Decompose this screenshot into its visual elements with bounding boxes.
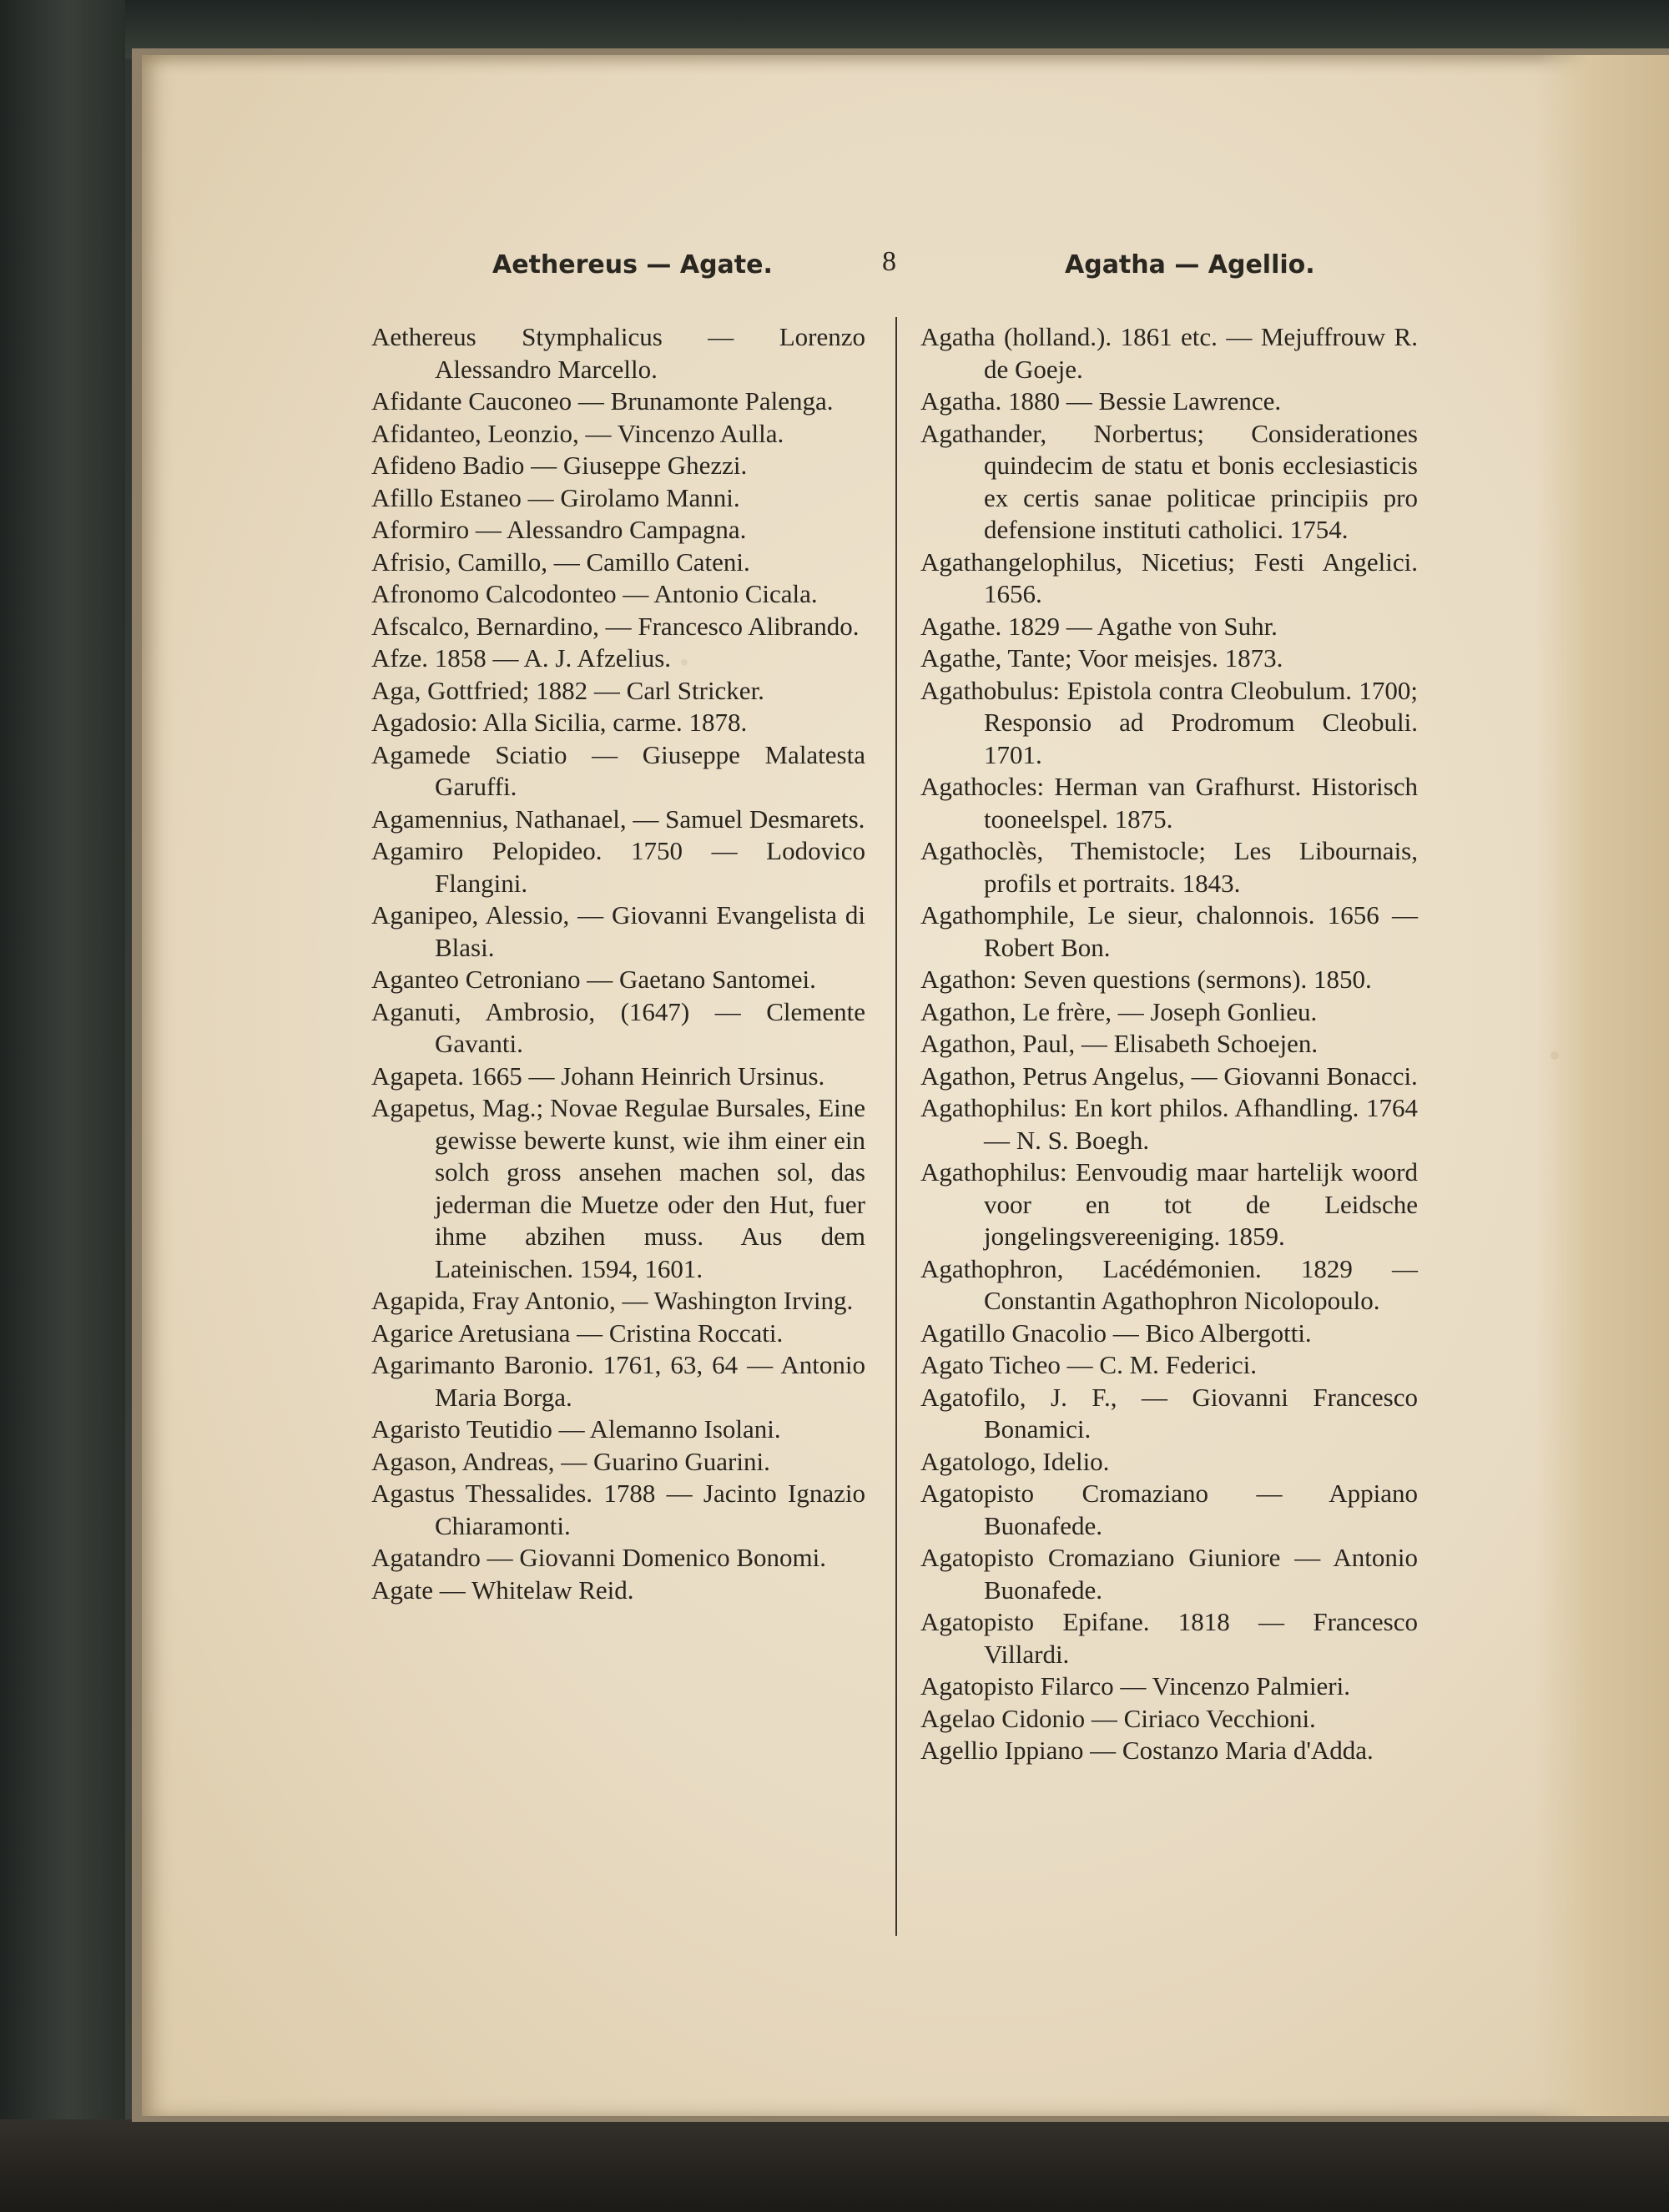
pseudonym-entry: Agathander, Norbertus; Considerationes quindecim de statu et bonis ecclesiasticis ex certis sanae politicae principiis pro defensione instituti catholici. 1754. [920,418,1418,544]
pseudonym-entry: Aganteo Cetroniano — Gaetano Santomei. [371,965,816,994]
pseudonym-entry: Aganuti, Ambrosio, (1647) — Clemente Gavanti. [371,996,865,1058]
pseudonym-entry: Agathon: Seven questions (sermons). 1850. [920,965,1372,994]
pseudonym-entry: Agatha. 1880 — Bessie Lawrence. [920,386,1282,416]
pseudonym-entry: Agatandro — Giovanni Domenico Bonomi. [371,1543,826,1572]
pseudonym-entry: Afidante Cauconeo — Brunamonte Palenga. [371,386,834,416]
left-column [371,321,865,1606]
paper-speck [1551,1051,1559,1060]
pseudonym-entry: Agatillo Gnacolio — Bico Albergotti. [920,1318,1312,1348]
book-cover-spine [0,0,125,2212]
pseudonym-entry: Agathophilus: En kort philos. Afhandling. 1764 — N. S. Boegh. [920,1093,1418,1155]
pseudonym-entry: Agathophron, Lacédémonien. 1829 — Constantin Agathophron Nicolopoulo. [920,1253,1418,1315]
pseudonym-entry: Agatopisto Cromaziano — Appiano Buonafede. [920,1479,1418,1540]
pseudonym-entry: Agellio Ippiano — Costanzo Maria d'Adda. [920,1736,1374,1765]
pseudonym-entry: Agastus Thessalides. 1788 — Jacinto Ignazio Chiaramonti. [371,1479,865,1540]
pseudonym-entry: Afscalco, Bernardino, — Francesco Alibrando. [371,611,860,641]
pseudonym-entry: Afrisio, Camillo, — Camillo Cateni. [371,547,750,577]
pseudonym-entry: Agatopisto Cromaziano Giuniore — Antonio Buonafede. [920,1543,1418,1605]
pseudonym-entry: Agathon, Petrus Angelus, — Giovanni Bonacci. [920,1061,1418,1091]
pseudonym-entry: Afillo Estaneo — Girolamo Manni. [371,482,740,512]
pseudonym-entry: Aganipeo, Alessio, — Giovanni Evangelista di Blasi. [371,900,865,962]
book-cover-bottom [0,2119,1669,2212]
pseudonym-entry: Agamede Sciatio — Giuseppe Malatesta Garuffi. [371,739,865,801]
pseudonym-entry: Afideno Badio — Giuseppe Ghezzi. [371,451,748,480]
pseudonym-entry: Agathoclès, Themistocle; Les Libournais, profils et portraits. 1843. [920,836,1418,898]
pseudonym-entry: Agate — Whitelaw Reid. [371,1575,634,1605]
pseudonym-entry: Agathobulus: Epistola contra Cleobulum. 1700; Responsio ad Prodromum Cleobuli. 1701. [920,675,1418,769]
pseudonym-entry: Agelao Cidonio — Ciriaco Vecchioni. [920,1703,1316,1733]
right-column [920,321,1418,1767]
column-divider [895,317,897,1936]
pseudonym-entry: Agathon, Le frère, — Joseph Gonlieu. [920,996,1318,1026]
running-header-right: Agatha — Agellio. [1065,250,1315,280]
pseudonym-entry: Agadosio: Alla Sicilia, carme. 1878. [371,708,748,737]
pseudonym-entry: Agarice Aretusiana — Cristina Roccati. [371,1318,784,1348]
pseudonym-entry: Agathocles: Herman van Grafhurst. Historisch tooneelspel. 1875. [920,772,1418,834]
pseudonym-entry: Agato Ticheo — C. M. Federici. [920,1350,1257,1379]
pseudonym-entry: Agatopisto Filarco — Vincenzo Palmieri. [920,1671,1350,1701]
page-right-edge [1535,55,1669,2116]
pseudonym-entry: Agapida, Fray Antonio, — Washington Irving. [371,1286,854,1315]
pseudonym-entry: Agapetus, Mag.; Novae Regulae Bursales, Eine gewisse bewerte kunst, wie ihm einer ein solch gross ansehen machen sol, das jederman die Muetze oder den Hut, fuer ihme abzihen muss. Aus dem Lateinischen. 1594, 1601. [371,1093,865,1283]
pseudonym-entry: Aethereus Stymphalicus — Lorenzo Alessandro Marcello. [371,322,865,384]
page-number: 8 [882,246,896,277]
pseudonym-entry: Agamennius, Nathanael, — Samuel Desmarets. [371,804,865,834]
pseudonym-entry: Agaristo Teutidio — Alemanno Isolani. [371,1414,781,1444]
pseudonym-entry: Agathangelophilus, Nicetius; Festi Angelici. 1656. [920,547,1418,608]
pseudonym-entry: Agathon, Paul, — Elisabeth Schoejen. [920,1029,1319,1058]
pseudonym-entry: Agatopisto Epifane. 1818 — Francesco Villardi. [920,1607,1418,1669]
pseudonym-entry: Agatologo, Idelio. [920,1446,1110,1476]
pseudonym-entry: Agathophilus: Eenvoudig maar hartelijk woord voor en tot de Leidsche jongelingsvereeniging. 1859. [920,1157,1418,1251]
pseudonym-entry: Agatha (holland.). 1861 etc. — Mejuffrouw R. de Goeje. [920,322,1418,384]
pseudonym-entry: Afidanteo, Leonzio, — Vincenzo Aulla. [371,418,784,448]
pseudonym-entry: Afze. 1858 — A. J. Afzelius. [371,643,672,673]
pseudonym-entry: Agathe. 1829 — Agathe von Suhr. [920,611,1278,641]
pseudonym-entry: Agatofilo, J. F., — Giovanni Francesco Bonamici. [920,1382,1418,1444]
pseudonym-entry: Afronomo Calcodonteo — Antonio Cicala. [371,579,818,608]
pseudonym-entry: Agamiro Pelopideo. 1750 — Lodovico Flangini. [371,836,865,898]
pseudonym-entry: Agarimanto Baronio. 1761, 63, 64 — Antonio Maria Borga. [371,1350,865,1412]
pseudonym-entry: Agason, Andreas, — Guarino Guarini. [371,1446,770,1476]
running-header-left: Aethereus — Agate. [492,250,773,280]
pseudonym-entry: Aformiro — Alessandro Campagna. [371,515,747,544]
pseudonym-entry: Agathomphile, Le sieur, chalonnois. 1656 — Robert Bon. [920,900,1418,962]
pseudonym-entry: Aga, Gottfried; 1882 — Carl Stricker. [371,675,764,705]
pseudonym-entry: Agathe, Tante; Voor meisjes. 1873. [920,643,1283,673]
pseudonym-entry: Agapeta. 1665 — Johann Heinrich Ursinus. [371,1061,825,1091]
